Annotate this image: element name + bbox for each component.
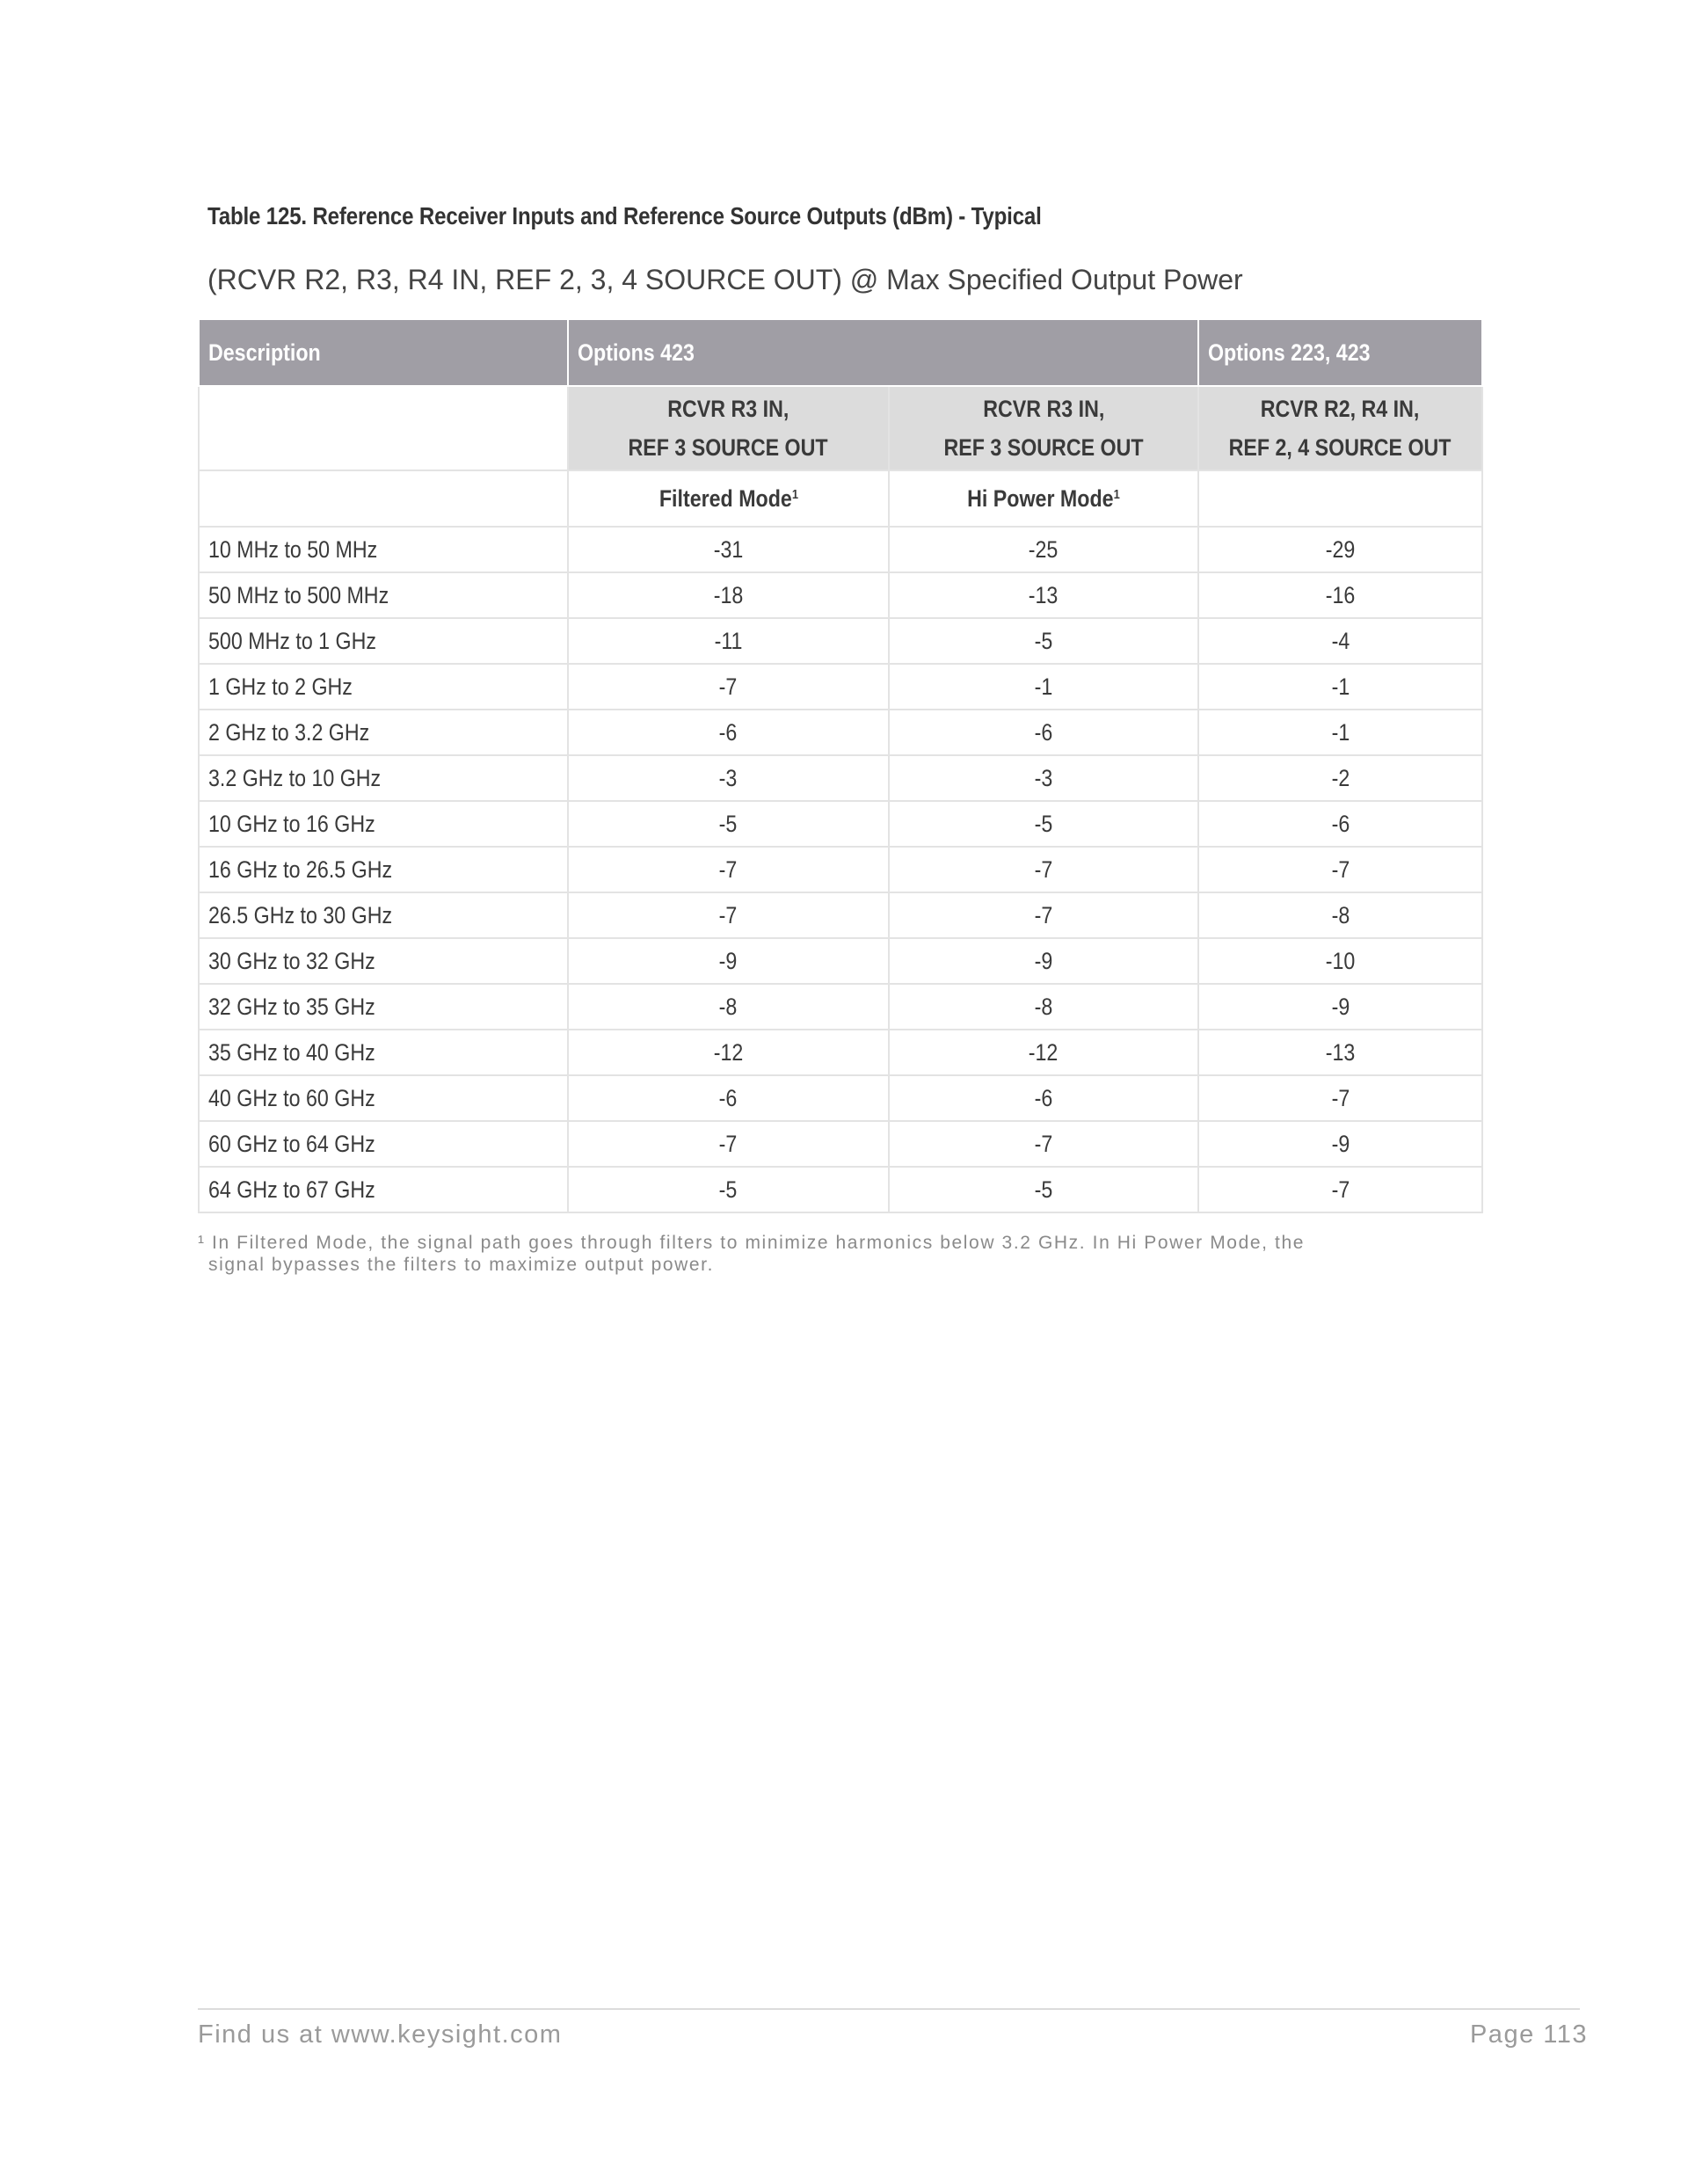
row-value-r2-r4: -6 <box>1198 801 1482 847</box>
row-value-r2-r4: -8 <box>1198 892 1482 938</box>
row-value-r2-r4: -10 <box>1198 938 1482 984</box>
row-value-hipower: -7 <box>889 892 1198 938</box>
row-value-hipower: -3 <box>889 755 1198 801</box>
row-description: 50 MHz to 500 MHz <box>199 572 568 618</box>
row-description: 500 MHz to 1 GHz <box>199 618 568 664</box>
table-row <box>199 618 1482 664</box>
footer-divider <box>198 2008 1580 2010</box>
row-description: 40 GHz to 60 GHz <box>199 1075 568 1121</box>
row-value-hipower: -1 <box>889 664 1198 710</box>
table-row <box>199 755 1482 801</box>
row-value-filtered: -5 <box>568 801 889 847</box>
row-description: 10 GHz to 16 GHz <box>199 801 568 847</box>
row-description: 10 MHz to 50 MHz <box>199 527 568 572</box>
row-value-hipower: -9 <box>889 938 1198 984</box>
row-value-filtered: -31 <box>568 527 889 572</box>
row-value-r2-r4: -29 <box>1198 527 1482 572</box>
table-row <box>199 1167 1482 1212</box>
row-value-filtered: -9 <box>568 938 889 984</box>
table-row <box>199 527 1482 572</box>
row-description: 35 GHz to 40 GHz <box>199 1030 568 1075</box>
row-value-r2-r4: -16 <box>1198 572 1482 618</box>
row-description: 60 GHz to 64 GHz <box>199 1121 568 1167</box>
table-subheader-row <box>199 386 1482 470</box>
table-row <box>199 892 1482 938</box>
row-value-r2-r4: -1 <box>1198 710 1482 755</box>
row-value-hipower: -5 <box>889 618 1198 664</box>
table-row <box>199 710 1482 755</box>
row-description: 3.2 GHz to 10 GHz <box>199 755 568 801</box>
row-description: 64 GHz to 67 GHz <box>199 1167 568 1212</box>
row-value-r2-r4: -4 <box>1198 618 1482 664</box>
subheader-col-2: RCVR R3 IN, REF 3 SOURCE OUT <box>889 386 1198 470</box>
table-row <box>199 1121 1482 1167</box>
row-value-filtered: -11 <box>568 618 889 664</box>
row-value-filtered: -8 <box>568 984 889 1030</box>
footnote-line-1: ¹ In Filtered Mode, the signal path goes through filters to minimize harmonics below 3.2 GHz. In Hi Power Mode, the <box>198 1233 1305 1253</box>
table-mode-row <box>199 470 1482 527</box>
footer-page-number: Page 113 <box>1469 2020 1588 2049</box>
row-value-filtered: -18 <box>568 572 889 618</box>
footnote-line-2: signal bypasses the filters to maximize output power. <box>208 1255 715 1275</box>
row-value-filtered: -5 <box>568 1167 889 1212</box>
header-options-223-423: Options 223, 423 <box>1198 319 1482 386</box>
table-row <box>199 801 1482 847</box>
row-description: 30 GHz to 32 GHz <box>199 938 568 984</box>
mode-blank-cell-2 <box>1198 470 1482 527</box>
footnote-marker: 1 <box>1113 486 1120 502</box>
row-description: 16 GHz to 26.5 GHz <box>199 847 568 892</box>
row-description: 32 GHz to 35 GHz <box>199 984 568 1030</box>
mode-filtered: Filtered Mode$^1$ <box>568 470 889 527</box>
row-value-hipower: -8 <box>889 984 1198 1030</box>
subheader-col-3: RCVR R2, R4 IN, REF 2, 4 SOURCE OUT <box>1198 386 1482 470</box>
table-subtitle: (RCVR R2, R3, R4 IN, REF 2, 3, 4 SOURCE OUT) @ Max Specified Output Power <box>207 264 1243 295</box>
row-value-hipower: -12 <box>889 1030 1198 1075</box>
row-value-r2-r4: -7 <box>1198 1075 1482 1121</box>
row-value-filtered: -7 <box>568 847 889 892</box>
row-value-hipower: -25 <box>889 527 1198 572</box>
subheader-col-1: RCVR R3 IN, REF 3 SOURCE OUT <box>568 386 889 470</box>
table-row <box>199 938 1482 984</box>
row-value-r2-r4: -1 <box>1198 664 1482 710</box>
row-description: 1 GHz to 2 GHz <box>199 664 568 710</box>
row-value-filtered: -7 <box>568 664 889 710</box>
row-value-filtered: -6 <box>568 710 889 755</box>
table-row <box>199 1030 1482 1075</box>
row-value-r2-r4: -7 <box>1198 1167 1482 1212</box>
spec-table <box>198 318 1483 1213</box>
row-value-hipower: -13 <box>889 572 1198 618</box>
table-row <box>199 847 1482 892</box>
row-value-filtered: -7 <box>568 892 889 938</box>
row-value-r2-r4: -9 <box>1198 1121 1482 1167</box>
row-value-hipower: -5 <box>889 1167 1198 1212</box>
row-value-filtered: -6 <box>568 1075 889 1121</box>
footnote <box>198 1232 1446 1276</box>
header-description: Description <box>199 319 568 386</box>
table-header-row <box>199 319 1482 386</box>
row-value-filtered: -12 <box>568 1030 889 1075</box>
row-value-r2-r4: -13 <box>1198 1030 1482 1075</box>
table-row <box>199 984 1482 1030</box>
row-value-filtered: -7 <box>568 1121 889 1167</box>
mode-hipower: Hi Power Mode$^1$ <box>889 470 1198 527</box>
mode-blank-cell <box>199 470 568 527</box>
row-value-r2-r4: -2 <box>1198 755 1482 801</box>
row-value-r2-r4: -7 <box>1198 847 1482 892</box>
row-value-hipower: -7 <box>889 847 1198 892</box>
row-value-hipower: -7 <box>889 1121 1198 1167</box>
row-value-filtered: -3 <box>568 755 889 801</box>
row-value-r2-r4: -9 <box>1198 984 1482 1030</box>
row-description: 26.5 GHz to 30 GHz <box>199 892 568 938</box>
table-row <box>199 664 1482 710</box>
subheader-blank-cell <box>199 386 568 470</box>
table-row <box>199 572 1482 618</box>
footnote-marker: 1 <box>791 486 798 502</box>
row-description: 2 GHz to 3.2 GHz <box>199 710 568 755</box>
table-title: Table 125. Reference Receiver Inputs and Reference Source Outputs (dBm) - Typical <box>207 202 1042 229</box>
row-value-hipower: -5 <box>889 801 1198 847</box>
table-row <box>199 1075 1482 1121</box>
row-value-hipower: -6 <box>889 710 1198 755</box>
footer-website-link[interactable]: Find us at www.keysight.com <box>198 2020 563 2049</box>
header-options-423: Options 423 <box>568 319 1198 386</box>
table-body <box>199 527 1482 1212</box>
row-value-hipower: -6 <box>889 1075 1198 1121</box>
